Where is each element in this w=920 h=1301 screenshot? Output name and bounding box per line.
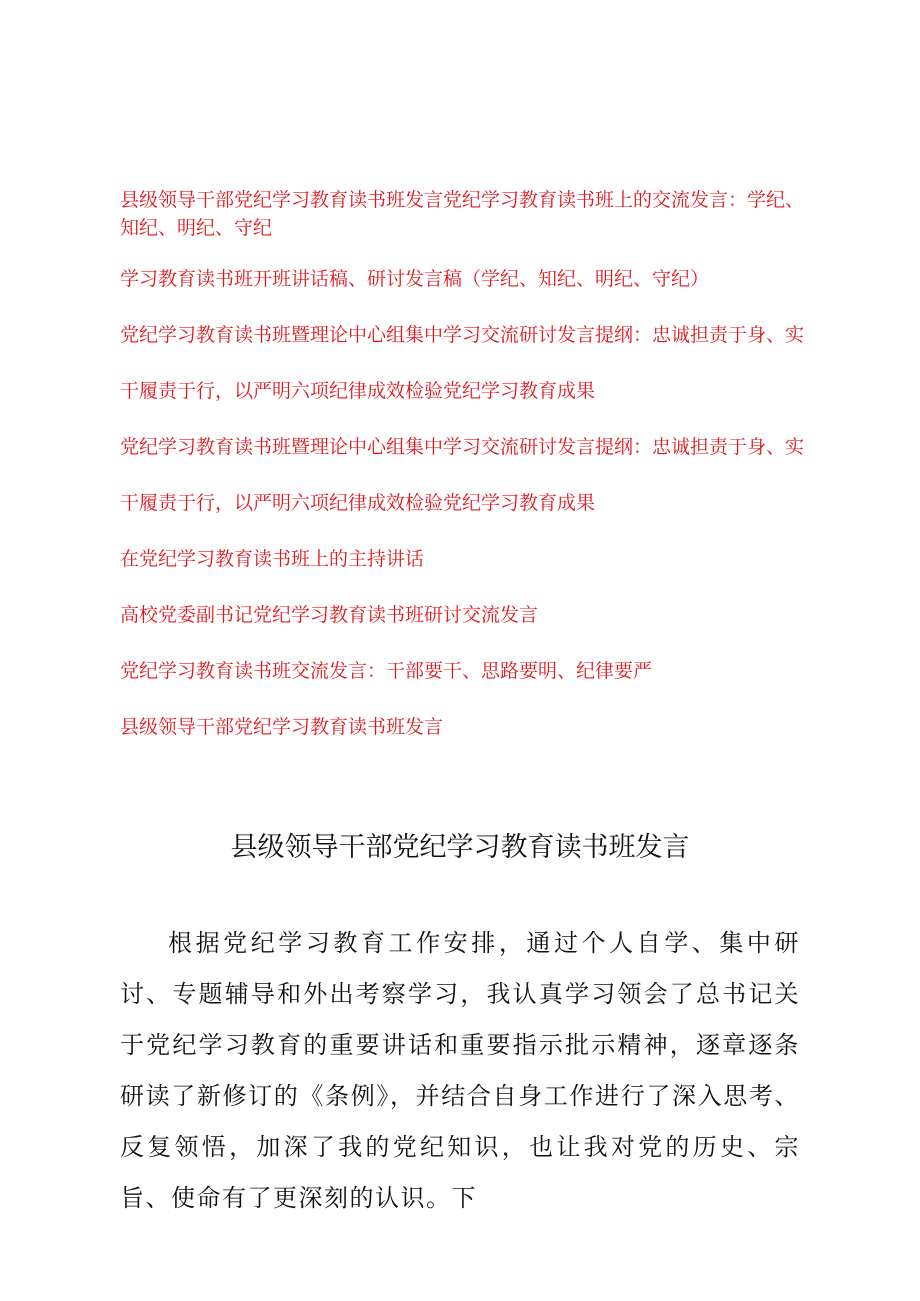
- toc-link[interactable]: 党纪学习教育读书班交流发言：干部要干、思路要明、纪律要严: [120, 660, 653, 682]
- toc-link[interactable]: 党纪学习教育读书班暨理论中心组集中学习交流研讨发言提纲：忠诚担责于身、实: [120, 324, 805, 346]
- toc-link[interactable]: 干履责于行，以严明六项纪律成效检验党纪学习教育成果: [120, 380, 596, 402]
- document-title: 县级领导干部党纪学习教育读书班发言: [230, 832, 690, 863]
- table-of-contents: [120, 186, 820, 769]
- toc-link[interactable]: 干履责于行，以严明六项纪律成效检验党纪学习教育成果: [120, 492, 596, 514]
- toc-link[interactable]: 高校党委副书记党纪学习教育读书班研讨交流发言: [120, 604, 539, 626]
- toc-link[interactable]: 县级领导干部党纪学习教育读书班发言党纪学习教育读书班上的交流发言：学纪、知纪、明纪、守纪: [120, 189, 805, 239]
- body-paragraph: 根据党纪学习教育工作安排，通过个人自学、集中研讨、专题辅导和外出考察学习，我认真学习领会了总书记关于党纪学习教育的重要讲话和重要指示批示精神，逐章逐条研读了新修订的《条例》，并结合自身工作进行了深入思考、反复领悟，加深了我的党纪知识，也让我对党的历史、宗旨、使命有了更深刻的认识。下: [120, 929, 800, 1212]
- toc-link[interactable]: 县级领导干部党纪学习教育读书班发言: [120, 716, 444, 738]
- toc-link[interactable]: 学习教育读书班开班讲话稿、研讨发言稿（学纪、知纪、明纪、守纪）: [120, 268, 710, 290]
- toc-link[interactable]: 在党纪学习教育读书班上的主持讲话: [120, 548, 425, 570]
- toc-link[interactable]: 党纪学习教育读书班暨理论中心组集中学习交流研讨发言提纲：忠诚担责于身、实: [120, 436, 805, 458]
